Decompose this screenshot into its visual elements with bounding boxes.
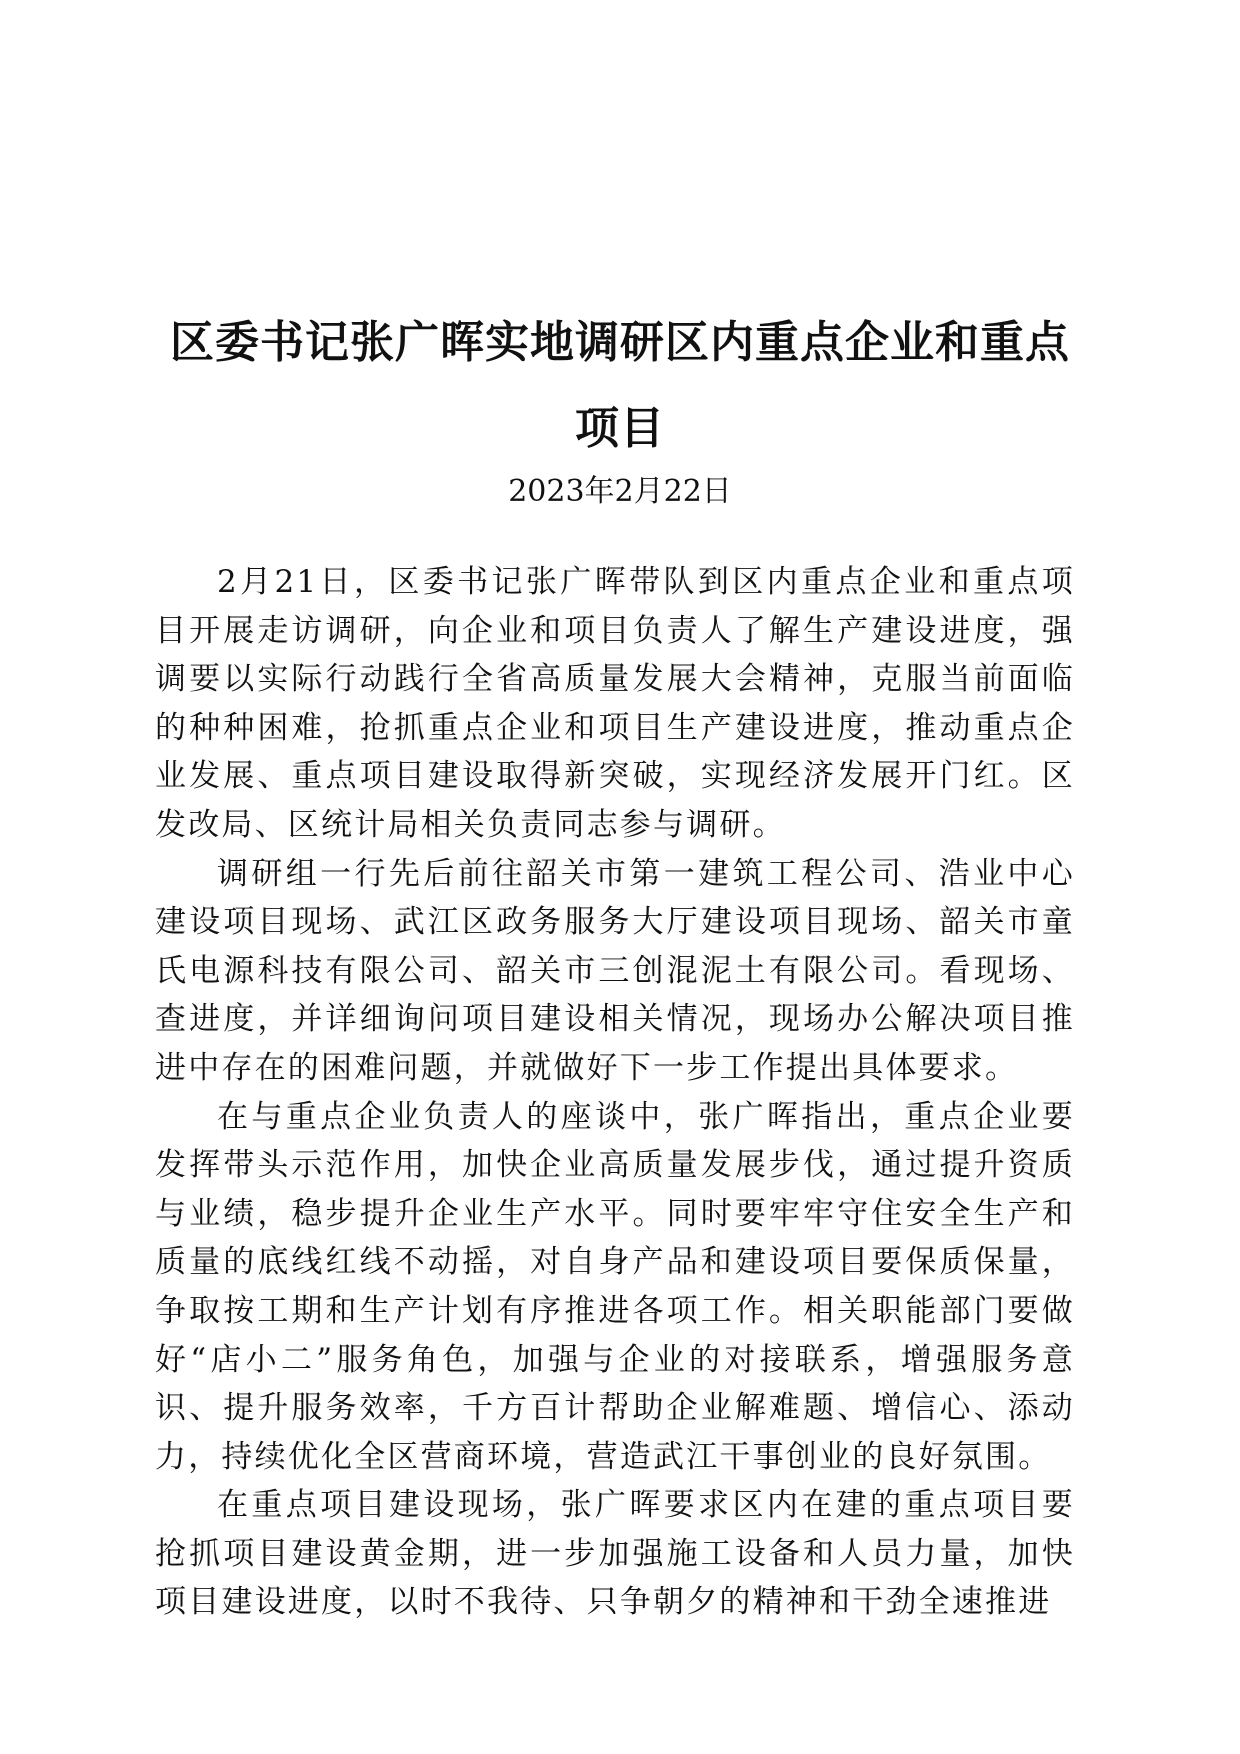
document-body [155,558,1075,1627]
paragraph: 2月21日，区委书记张广晖带队到区内重点企业和重点项目开展走访调研，向企业和项目负责人了解生产建设进度，强调要以实际行动践行全省高质量发展大会精神，克服当前面临的种种困难，抢抓重点企业和项目生产建设进度，推动重点企业发展、重点项目建设取得新突破，实现经济发展开门红。区发改局、区统计局相关负责同志参与调研。 [155,564,1075,843]
paragraph: 调研组一行先后前往韶关市第一建筑工程公司、浩业中心建设项目现场、武江区政务服务大厅建设项目现场、韶关市童氏电源科技有限公司、韶关市三创混泥土有限公司。看现场、查进度，并详细询问项目建设相关情况，现场办公解决项目推进中存在的困难问题，并就做好下一步工作提出具体要求。 [155,855,1075,1086]
paragraph: 在重点项目建设现场，张广晖要求区内在建的重点项目要抢抓项目建设黄金期，进一步加强施工设备和人员力量，加快项目建设进度，以时不我待、只争朝夕的精神和干劲全速推进 [155,1487,1075,1621]
document-title: 区委书记张广晖实地调研区内重点企业和重点项目 [170,317,1070,454]
paragraph: 在与重点企业负责人的座谈中，张广晖指出，重点企业要发挥带头示范作用，加快企业高质量发展步伐，通过提升资质与业绩，稳步提升企业生产水平。同时要牢牢守住安全生产和质量的底线红线不动摇，对自身产品和建设项目要保质保量，争取按工期和生产计划有序推进各项工作。相关职能部门要做好“店小二”服务角色，加强与企业的对接联系，增强服务意识、提升服务效率，千方百计帮助企业解难题、增信心、添动力，持续优化全区营商环境，营造武江干事创业的良好氛围。 [155,1098,1075,1475]
document-date: 2023年2月22日 [508,474,732,509]
